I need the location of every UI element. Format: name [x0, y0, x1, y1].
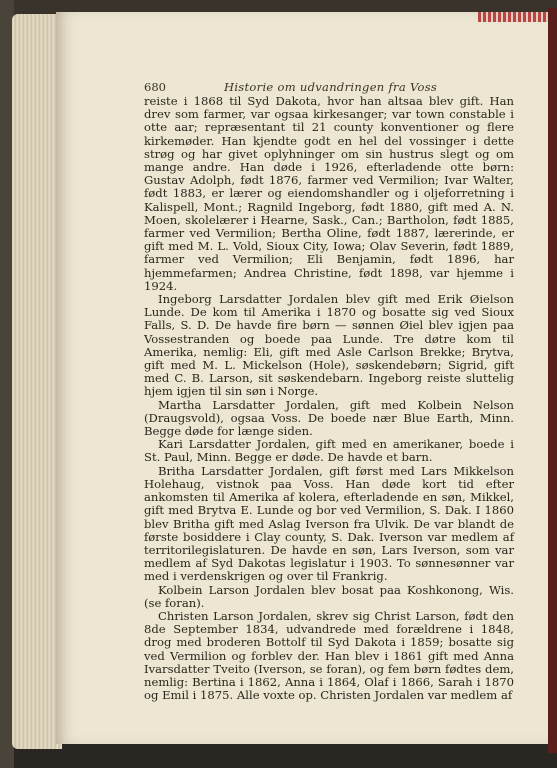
paragraph: Christen Larson Jordalen, skrev sig Christ Larson, født den 8de September 1834, udvandrede med forældrene i 1848, drog med broderen Bottolf til Syd Dakota i 1859; bosatte sig ved Vermilion og forblev der. Han blev i 1861 gift med Anna Ivarsdatter Tveito (Iverson, se foran), og fem børn fødtes dem, nemlig: Bertina i 1862, Anna i 1864, Olaf i 1866, Sarah i 1870 og Emil i 1875. Alle voxte op. Christen Jordalen var medlem af	[144, 608, 514, 703]
paragraph: Martha Larsdatter Jordalen, gift med Kolbein Nelson (Draugsvold), ogsaa Voss. De boede nær Blue Earth, Minn. Begge døde for længe siden.	[144, 397, 514, 439]
paragraph: Britha Larsdatter Jordalen, gift først med Lars Mikkelson Holehaug, vistnok paa Voss. Han døde kort tid efter ankomsten til Amerika af kolera, efterladende en søn, Mikkel, gift med Brytva E. Lunde og bor ved Vermilion, S. Dak. I 1860 blev Britha gift med Aslag Iverson fra Ulvik. De var blandt de første bosiddere i Clay county, S. Dak. Iverson var medlem af territorilegislaturen. De havde en søn, Lars Iverson, som var medlem af Syd Dakotas legislatur i 1903. To sønnesønner var med i verdenskrigen og over til Frankrig.	[144, 463, 514, 584]
paragraph: Kolbein Larson Jordalen blev bosat paa Koshkonong, Wis. (se foran).	[144, 582, 514, 610]
paragraph: Kari Larsdatter Jordalen, gift med en amerikaner, boede i St. Paul, Minn. Begge er døde. De havde et barn.	[144, 437, 514, 465]
page-number: 680	[144, 80, 166, 94]
book-cover-right	[548, 8, 557, 753]
running-title: Historie om udvandringen fra Voss	[224, 80, 438, 94]
page-edges	[12, 14, 62, 749]
bookmark-ribbon	[478, 12, 548, 22]
paragraph: reiste i 1868 til Syd Dakota, hvor han altsaa blev gift. Han drev som farmer, var ogsaa kirkesanger; var town constable i otte aar; repræsentant til 21 county konventioner og flere kirkemøder. Han kjendte godt en hel del vossinger i dette strøg og har givet oplyhninger om sin hustrus slegt og om mange andre. Han døde i 1926, efterladende otte børn: Gustav Adolph, født 1876, farmer ved Vermilion; Ivar Walter, født 1883, er lærer og eiendomshandler og i oljeforretning i Kalispell, Mont.; Ragnild Ingeborg, født 1880, gift med A. N. Moen, skolelærer i Hearne, Sask., Can.; Bartholon, født 1885, farmer ved Vermilion; Bertha Oline, født 1887, lærerinde, er gift med M. L. Vold, Sioux City, Iowa; Olav Severin, født 1889, farmer ved Vermilion; Eli Benjamin, født 1896, har hjemmefarmen; Andrea Christine, født 1898, var hjemme i 1924.	[144, 94, 514, 293]
body-text	[144, 95, 514, 702]
paragraph: Ingeborg Larsdatter Jordalen blev gift med Erik Øielson Lunde. De kom til Amerika i 1870 og bosatte sig ved Sioux Falls, S. D. De havde fire børn — sønnen Øiel blev igjen paa Vossestranden og boede paa Lunde. Tre døtre kom til Amerika, nemlig: Eli, gift med Asle Carlson Brekke; Brytva, gift med M. L. Mickelson (Hole), søskendebørn; Sigrid, gift med C. B. Larson, sit søskendebarn. Ingeborg reiste sluttelig hjem igjen til sin søn i Norge.	[144, 292, 514, 399]
